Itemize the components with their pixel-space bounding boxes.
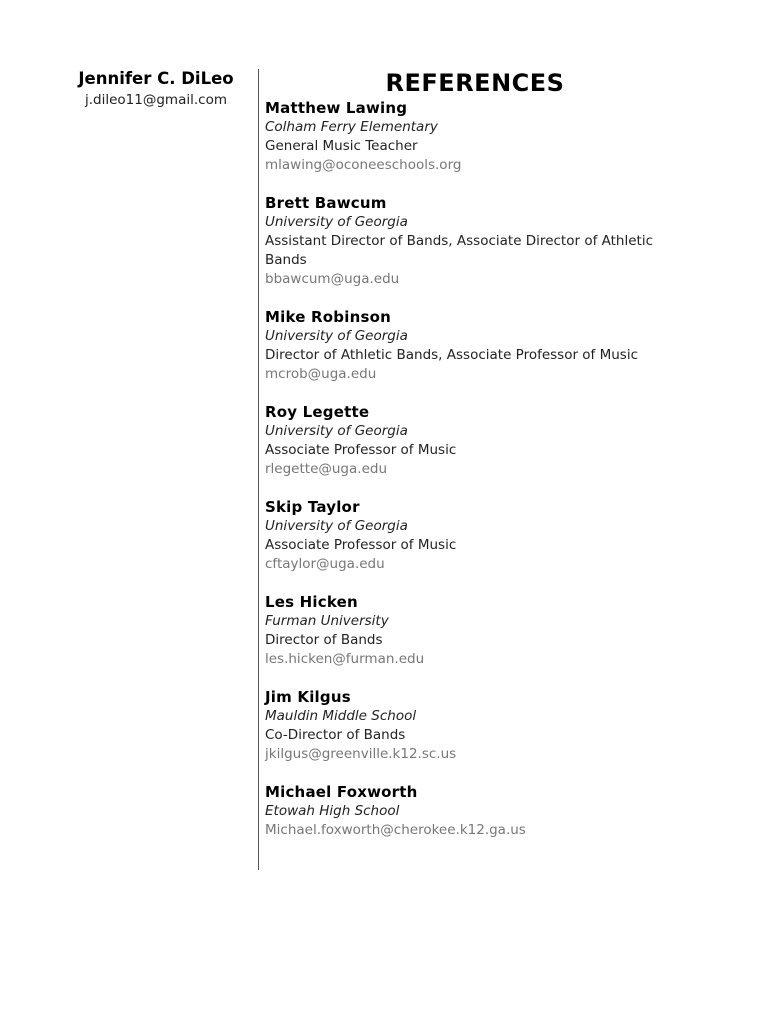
page-title: REFERENCES	[385, 69, 565, 97]
reference-role: Associate Professor of Music	[265, 442, 457, 458]
reference-name: Michael Foxworth	[265, 783, 418, 801]
reference-organization: Etowah High School	[265, 803, 400, 819]
reference-name: Roy Legette	[265, 403, 370, 421]
author-email[interactable]: j.dileo11@gmail.com	[85, 92, 227, 108]
reference-organization: Mauldin Middle School	[265, 708, 417, 724]
reference-email[interactable]: Michael.foxworth@cherokee.k12.ga.us	[265, 822, 526, 838]
reference-email[interactable]: mcrob@uga.edu	[265, 366, 377, 382]
reference-entry	[265, 592, 695, 669]
reference-entry	[265, 782, 695, 840]
reference-organization: Furman University	[265, 613, 389, 629]
reference-role: General Music Teacher	[265, 138, 418, 154]
reference-name: Jim Kilgus	[265, 688, 351, 706]
reference-role: Assistant Director of Bands, Associate Director of Athletic Bands	[265, 233, 653, 268]
reference-role: Associate Professor of Music	[265, 537, 457, 553]
references-list	[265, 98, 695, 858]
reference-email[interactable]: rlegette@uga.edu	[265, 461, 387, 477]
reference-role: Director of Athletic Bands, Associate Professor of Music	[265, 347, 639, 363]
reference-name: Mike Robinson	[265, 308, 391, 326]
reference-entry	[265, 687, 695, 764]
reference-name: Brett Bawcum	[265, 194, 387, 212]
reference-organization: University of Georgia	[265, 214, 408, 230]
reference-entry	[265, 402, 695, 479]
reference-organization: University of Georgia	[265, 518, 408, 534]
reference-role: Co-Director of Bands	[265, 727, 406, 743]
reference-name: Matthew Lawing	[265, 99, 408, 117]
reference-email[interactable]: cftaylor@uga.edu	[265, 556, 385, 572]
reference-email[interactable]: mlawing@oconeeschools.org	[265, 157, 462, 173]
reference-email[interactable]: les.hicken@furman.edu	[265, 651, 425, 667]
reference-entry	[265, 98, 695, 175]
reference-email[interactable]: bbawcum@uga.edu	[265, 271, 400, 287]
reference-entry	[265, 193, 695, 289]
reference-entry	[265, 307, 695, 384]
reference-name: Les Hicken	[265, 593, 358, 611]
reference-name: Skip Taylor	[265, 498, 360, 516]
reference-organization: University of Georgia	[265, 423, 408, 439]
author-block	[60, 68, 252, 110]
reference-organization: University of Georgia	[265, 328, 408, 344]
reference-organization: Colham Ferry Elementary	[265, 119, 438, 135]
column-divider	[258, 69, 259, 870]
reference-role: Director of Bands	[265, 632, 383, 648]
author-name: Jennifer C. DiLeo	[78, 69, 234, 88]
reference-email[interactable]: jkilgus@greenville.k12.sc.us	[265, 746, 457, 762]
reference-entry	[265, 497, 695, 574]
